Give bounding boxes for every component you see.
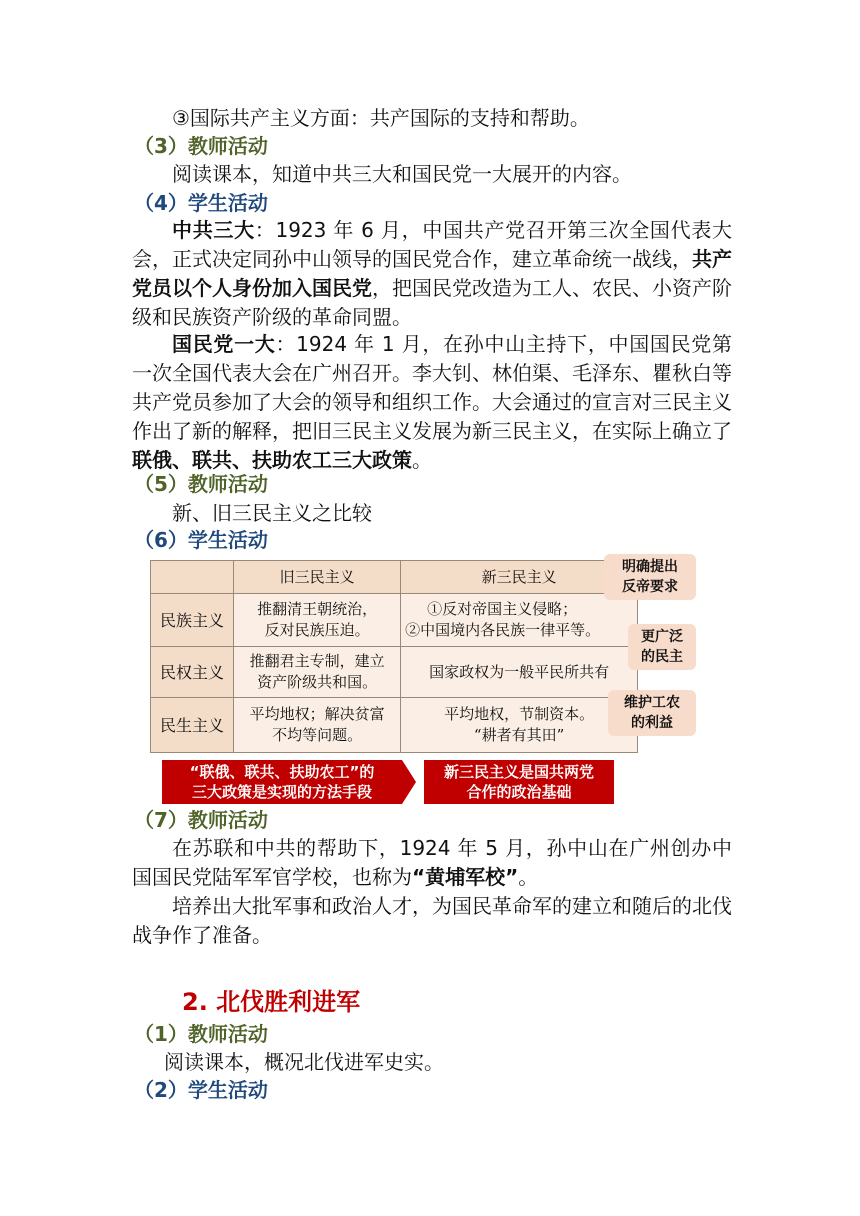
cell-line: 平均地权；解决贫富 [249, 705, 385, 723]
paragraph-text: 。 [518, 865, 539, 889]
table-cell [234, 647, 401, 698]
cell-line: 推翻君主专制，建立 [249, 652, 385, 670]
heading-student-activity: （6）学生活动 [134, 528, 268, 552]
table-row [151, 698, 638, 753]
table-cell [401, 594, 638, 647]
paragraph-third-congress [132, 216, 732, 332]
comparison-table [150, 560, 638, 753]
bold-term: 共产党员以个人身份加入国民党 [132, 247, 732, 300]
bold-term: “黄埔军校” [412, 865, 519, 889]
cell-line: 反对民族压迫。 [264, 621, 370, 639]
bold-term: 中共三大 [172, 218, 255, 242]
heading-teacher-activity: （3）教师活动 [134, 134, 268, 158]
cell-line: 资产阶级共和国。 [257, 673, 378, 691]
heading-teacher-activity: （5）教师活动 [134, 472, 268, 496]
text-line: 新、旧三民主义之比较 [172, 501, 372, 525]
paragraph-text: 在苏联和中共的帮助下，1924 年 5 月，孙中山在广州创办中国国民党陆军军官学校，也称为 [132, 836, 732, 889]
note-line: 维护工农 [624, 695, 680, 711]
foundation-box [424, 760, 614, 804]
paragraph-text: 。 [412, 448, 432, 472]
policy-box [162, 760, 402, 804]
row-header: 民族主义 [151, 594, 234, 647]
table-row [151, 647, 638, 698]
arrow-icon [402, 760, 416, 804]
text-line: 阅读课本，知道中共三大和国民党一大展开的内容。 [172, 162, 632, 186]
note-line: 的利益 [631, 715, 673, 731]
section-title: 2. 北伐胜利进军 [182, 988, 361, 1016]
heading-teacher-activity: （1）教师活动 [134, 1022, 268, 1046]
paragraph-text: ，把国民党改造为工人、农民、小资产阶级和民族资产阶级的革命同盟。 [132, 276, 732, 329]
heading-student-activity: （4）学生活动 [134, 191, 268, 215]
cell-line: 不均等问题。 [272, 726, 363, 744]
cell-line: ②中国境内各民族一律平等。 [405, 621, 601, 639]
annotation-note [608, 690, 696, 736]
bold-term: 国民党一大 [172, 332, 276, 356]
table-corner [151, 561, 234, 594]
note-line: 反帝要求 [622, 579, 678, 595]
column-header: 新三民主义 [401, 561, 638, 594]
text-line: ③国际共产主义方面：共产国际的支持和帮助。 [172, 106, 590, 130]
note-line: 更广泛 [641, 629, 683, 645]
note-line: 明确提出 [622, 559, 678, 575]
box-line: “联俄、联共、扶助农工”的 [189, 763, 375, 781]
cell-line: “耕者有其田” [473, 726, 565, 744]
row-header: 民生主义 [151, 698, 234, 753]
bold-term: 联俄、联共、扶助农工三大政策 [132, 448, 412, 472]
comparison-figure [150, 556, 700, 808]
table-row [151, 594, 638, 647]
text-line: 阅读课本，概况北伐进军史实。 [164, 1050, 444, 1074]
paragraph-whampoa [132, 834, 732, 892]
table-cell [401, 698, 638, 753]
table-cell [234, 698, 401, 753]
paragraph-text: ：1923 年 6 月，中国共产党召开第三次全国代表大会，正式决定同孙中山领导的国民党合作，建立革命统一战线， [132, 218, 733, 271]
box-line: 新三民主义是国共两党 [443, 763, 594, 781]
column-header: 旧三民主义 [234, 561, 401, 594]
annotation-note [628, 624, 696, 670]
row-header: 民权主义 [151, 647, 234, 698]
paragraph-first-congress [132, 330, 732, 475]
annotation-note [604, 554, 696, 600]
paragraph-text: ：1924 年 1 月，在孙中山主持下，中国国民党第一次全国代表大会在广州召开。李大钊、林伯渠、毛泽东、瞿秋白等共产党员参加了大会的领导和组织工作。大会通过的宣言对三民主义作出了新的解释，把旧三民主义发展为新三民主义，在实际上确立了 [132, 332, 733, 443]
cell-line: 推翻清王朝统治， [257, 600, 378, 618]
box-line: 三大政策是实现的方法手段 [191, 783, 372, 801]
heading-teacher-activity: （7）教师活动 [134, 808, 268, 832]
table-cell: 国家政权为一般平民所共有 [401, 647, 638, 698]
cell-line: ①反对帝国主义侵略； [427, 600, 578, 618]
cell-line: 平均地权，节制资本。 [444, 705, 595, 723]
note-line: 的民主 [641, 649, 683, 665]
box-line: 合作的政治基础 [466, 783, 572, 801]
heading-student-activity: （2）学生活动 [134, 1078, 268, 1102]
paragraph-training: 培养出大批军事和政治人才，为国民革命军的建立和随后的北伐战争作了准备。 [132, 894, 732, 947]
table-cell [234, 594, 401, 647]
